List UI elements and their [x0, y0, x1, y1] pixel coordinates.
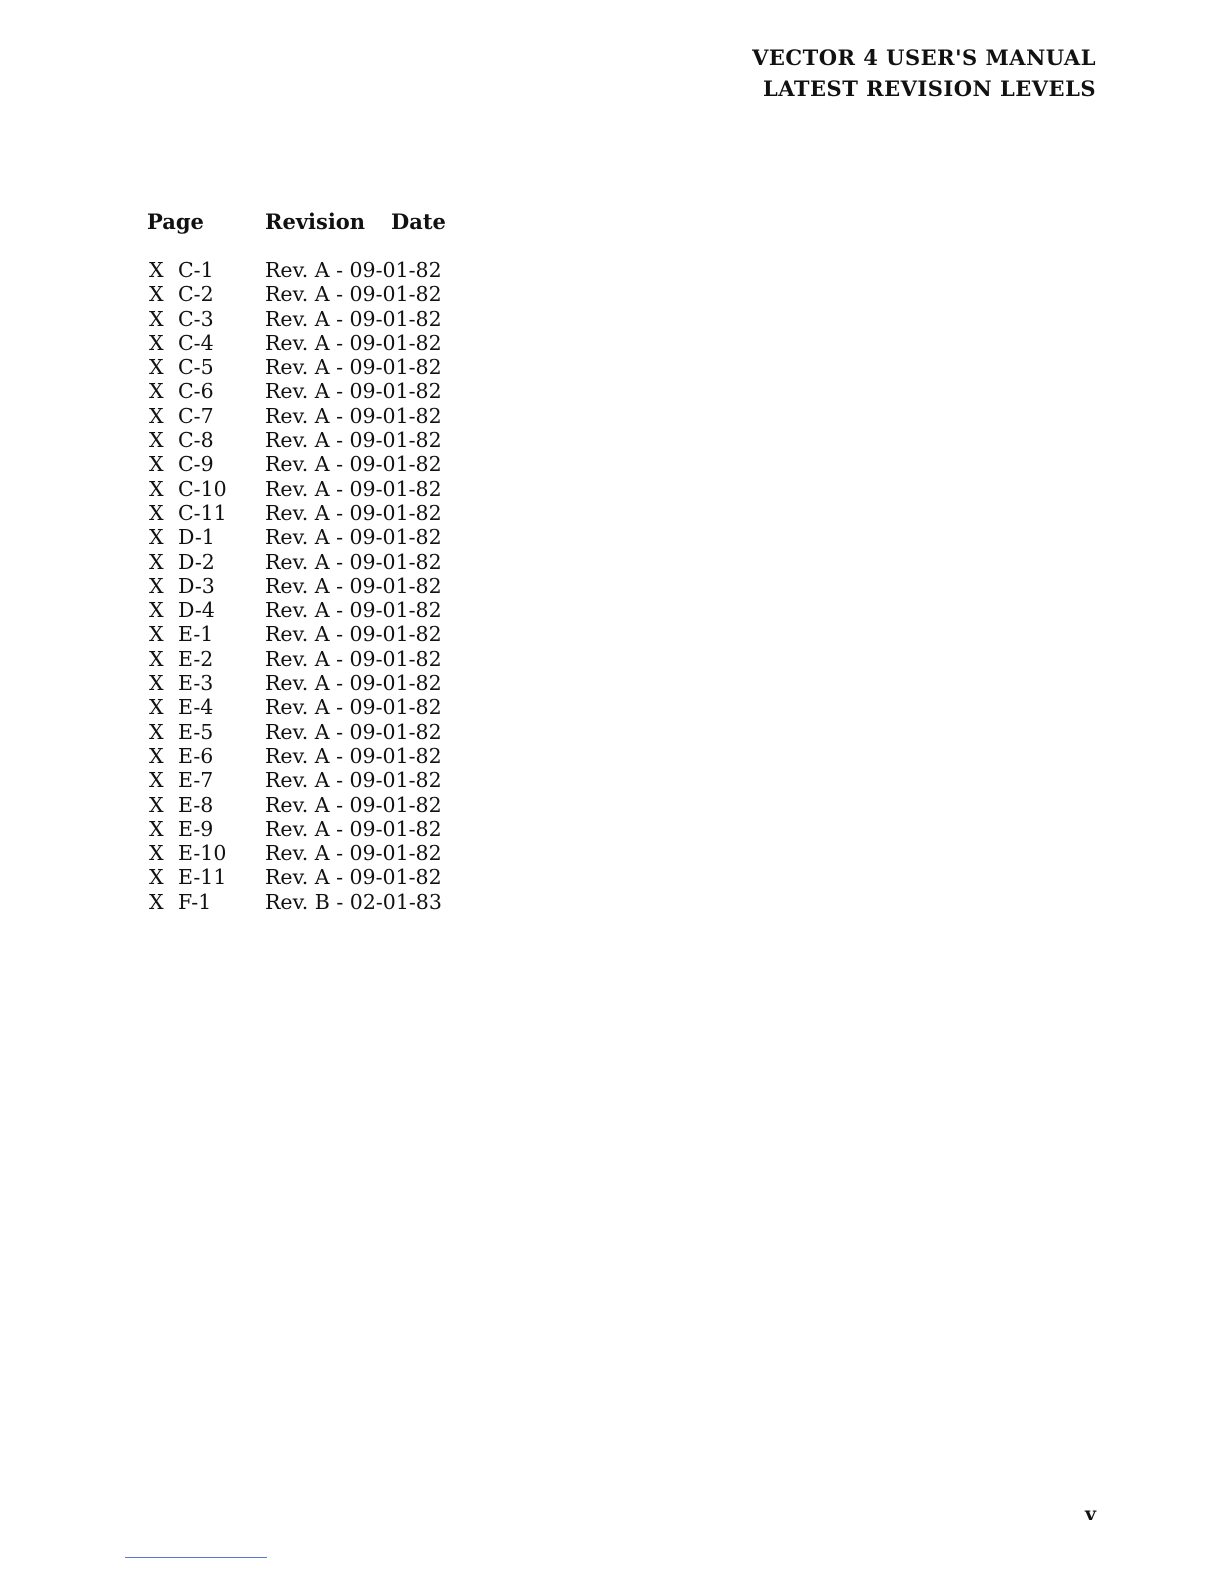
revision-date: Rev. A - 09-01-82: [265, 500, 442, 525]
page-id: C-6: [178, 379, 214, 404]
revision-row: [149, 817, 489, 841]
revision-row: [149, 622, 489, 646]
change-mark: X: [149, 598, 164, 623]
revision-date: Rev. A - 09-01-82: [265, 525, 442, 550]
page-id: D-2: [178, 549, 215, 574]
change-mark: X: [149, 622, 164, 647]
change-mark: X: [149, 816, 164, 841]
revision-date: Rev. A - 09-01-82: [265, 452, 442, 477]
revision-date: Rev. A - 09-01-82: [265, 719, 442, 744]
revision-date: Rev. A - 09-01-82: [265, 403, 442, 428]
column-header-page: Page: [147, 209, 204, 234]
revision-row: [149, 647, 489, 671]
revision-row: [149, 477, 489, 501]
page-id: E-7: [178, 768, 214, 793]
revision-date: Rev. A - 09-01-82: [265, 792, 442, 817]
change-mark: X: [149, 841, 164, 866]
revision-row: [149, 404, 489, 428]
page-id: E-1: [178, 622, 214, 647]
revision-row: [149, 501, 489, 525]
page-id: C-5: [178, 355, 214, 380]
page-header: [752, 42, 1096, 104]
revision-row: [149, 671, 489, 695]
revision-row: [149, 258, 489, 282]
change-mark: X: [149, 743, 164, 768]
revision-date: Rev. A - 09-01-82: [265, 355, 442, 380]
revision-date: Rev. A - 09-01-82: [265, 695, 442, 720]
revision-list: [149, 258, 489, 914]
revision-date: Rev. A - 09-01-82: [265, 816, 442, 841]
page-id: C-11: [178, 500, 227, 525]
revision-row: [149, 379, 489, 403]
revision-row: [149, 355, 489, 379]
page-id: E-6: [178, 743, 214, 768]
change-mark: X: [149, 768, 164, 793]
revision-date: Rev. A - 09-01-82: [265, 743, 442, 768]
page-id: C-3: [178, 306, 214, 331]
column-header-revision: Revision: [265, 209, 366, 234]
revision-date: Rev. A - 09-01-82: [265, 549, 442, 574]
revision-row: [149, 452, 489, 476]
page-id: E-2: [178, 646, 214, 671]
change-mark: X: [149, 695, 164, 720]
revision-row: [149, 282, 489, 306]
footer-rule: [125, 1557, 267, 1558]
change-mark: X: [149, 646, 164, 671]
change-mark: X: [149, 282, 164, 307]
revision-date: Rev. A - 09-01-82: [265, 573, 442, 598]
manual-title: VECTOR 4 USER'S MANUAL: [752, 45, 1096, 70]
page-id: F-1: [178, 889, 212, 914]
column-header-date: Date: [391, 209, 446, 234]
change-mark: X: [149, 306, 164, 331]
page-id: C-4: [178, 330, 214, 355]
change-mark: X: [149, 549, 164, 574]
change-mark: X: [149, 889, 164, 914]
change-mark: X: [149, 403, 164, 428]
change-mark: X: [149, 258, 164, 282]
revision-date: Rev. A - 09-01-82: [265, 865, 442, 890]
page-id: C-2: [178, 282, 214, 307]
change-mark: X: [149, 379, 164, 404]
page-id: D-1: [178, 525, 215, 550]
revision-date: Rev. A - 09-01-82: [265, 379, 442, 404]
revision-date: Rev. A - 09-01-82: [265, 428, 442, 453]
revision-date: Rev. A - 09-01-82: [265, 282, 442, 307]
revision-date: Rev. A - 09-01-82: [265, 258, 442, 282]
change-mark: X: [149, 671, 164, 696]
change-mark: X: [149, 525, 164, 550]
change-mark: X: [149, 865, 164, 890]
page-id: D-3: [178, 573, 215, 598]
revision-date: Rev. A - 09-01-82: [265, 768, 442, 793]
revision-row: [149, 890, 489, 914]
revision-date: Rev. B - 02-01-83: [265, 889, 442, 914]
revision-row: [149, 695, 489, 719]
revision-row: [149, 331, 489, 355]
page-id: E-9: [178, 816, 214, 841]
revision-date: Rev. A - 09-01-82: [265, 646, 442, 671]
page-id: C-9: [178, 452, 214, 477]
change-mark: X: [149, 792, 164, 817]
change-mark: X: [149, 500, 164, 525]
change-mark: X: [149, 452, 164, 477]
revision-row: [149, 793, 489, 817]
page-id: E-3: [178, 671, 214, 696]
change-mark: X: [149, 719, 164, 744]
revision-date: Rev. A - 09-01-82: [265, 306, 442, 331]
revision-row: [149, 550, 489, 574]
revision-row: [149, 307, 489, 331]
revision-date: Rev. A - 09-01-82: [265, 841, 442, 866]
change-mark: X: [149, 476, 164, 501]
revision-date: Rev. A - 09-01-82: [265, 671, 442, 696]
page-id: C-7: [178, 403, 214, 428]
section-title: LATEST REVISION LEVELS: [762, 76, 1096, 101]
change-mark: X: [149, 573, 164, 598]
page-id: E-8: [178, 792, 214, 817]
page-number: v: [1084, 1503, 1096, 1525]
change-mark: X: [149, 428, 164, 453]
page-id: C-10: [178, 476, 227, 501]
change-mark: X: [149, 330, 164, 355]
revision-row: [149, 865, 489, 889]
revision-date: Rev. A - 09-01-82: [265, 598, 442, 623]
revision-date: Rev. A - 09-01-82: [265, 622, 442, 647]
page-id: D-4: [178, 598, 215, 623]
revision-date: Rev. A - 09-01-82: [265, 476, 442, 501]
revision-row: [149, 598, 489, 622]
change-mark: X: [149, 355, 164, 380]
page-id: E-4: [178, 695, 214, 720]
revision-row: [149, 720, 489, 744]
page-id: E-5: [178, 719, 214, 744]
revision-row: [149, 428, 489, 452]
revision-row: [149, 841, 489, 865]
revision-date: Rev. A - 09-01-82: [265, 330, 442, 355]
page-id: C-1: [178, 258, 214, 282]
page-id: E-11: [178, 865, 227, 890]
revision-row: [149, 525, 489, 549]
revision-row: [149, 574, 489, 598]
page-id: E-10: [178, 841, 227, 866]
revision-row: [149, 768, 489, 792]
revision-row: [149, 744, 489, 768]
page-id: C-8: [178, 428, 214, 453]
